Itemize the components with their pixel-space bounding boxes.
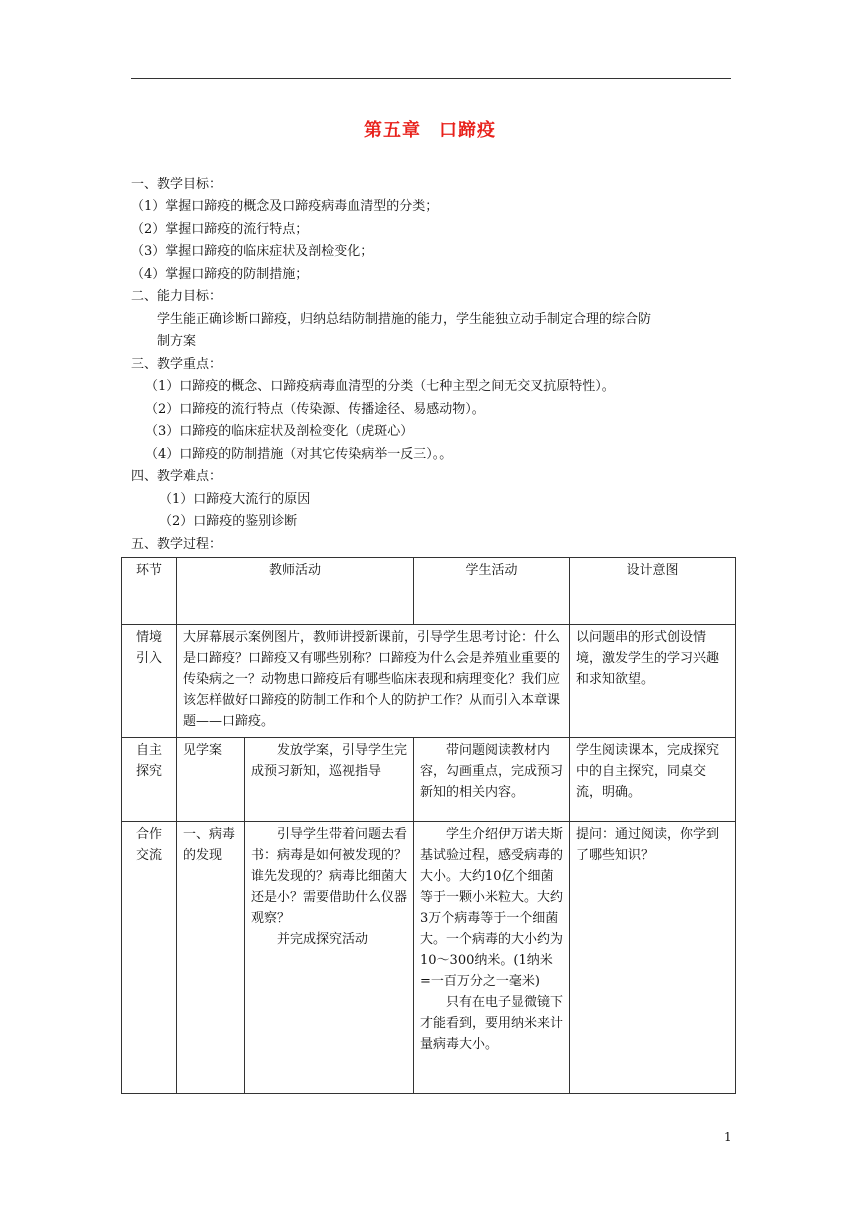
header-teacher: 教师活动 (177, 558, 414, 625)
lesson-process-table (121, 557, 736, 1094)
self-intent-cell: 学生阅读课本，完成探究中的自主探究，同桌交流，明确。 (570, 738, 736, 822)
key-heading: 三、教学重点： (131, 357, 223, 372)
page-number: 1 (724, 1130, 732, 1144)
stage-cell (122, 822, 177, 1094)
key-point: （2）口蹄疫的流行特点（传染源、传播途径、易感动物）。 (145, 402, 485, 417)
intro-intent-cell: 以问题串的形式创设情境，激发学生的学习兴趣和求知欲望。 (570, 625, 736, 738)
stage-label-line: 自主 (135, 743, 162, 758)
self-teacher-cell: 发放学案，引导学生完成预习新知，巡视指导 (245, 738, 414, 822)
self-student-cell: 带问题阅读教材内容，勾画重点，完成预习新知的相关内容。 (414, 738, 570, 822)
table-header-row (122, 558, 736, 625)
process-heading: 五、教学过程： (131, 537, 223, 552)
chapter-name: 口蹄疫 (439, 120, 496, 141)
stage-label-line: 引入 (135, 651, 162, 666)
coop-teacher-cell (245, 822, 414, 1094)
key-point: （4）口蹄疫的防制措施（对其它传染病举一反三）。。 (145, 447, 453, 462)
goal-item: （1）掌握口蹄疫的概念及口蹄疫病毒血清型的分类； (131, 199, 439, 214)
coop-sub-cell (177, 822, 245, 1094)
header-stage: 环节 (122, 558, 177, 625)
coop-student-cell (414, 822, 570, 1094)
coop-sub-line: 一、病毒 (183, 827, 236, 842)
key-point: （3）口蹄疫的临床症状及剖检变化（虎斑心） (145, 424, 414, 439)
difficult-heading: 四、教学难点： (131, 469, 223, 484)
stage-label-line: 交流 (135, 848, 162, 863)
goals-heading: 一、教学目标： (131, 177, 223, 192)
coop-student-paragraph: 只有在电子显微镜下才能看到，要用纳米来计量病毒大小。 (420, 995, 564, 1052)
stage-label-line: 合作 (135, 827, 162, 842)
ability-text: 制方案 (157, 334, 197, 349)
coop-student-paragraph: 学生介绍伊万诺夫斯基试验过程，感受病毒的大小。大约10亿个细菌等于一颗小米粒大。大约3万个病毒等于一个细菌大。一个病毒的大小约为10～300纳米。(1纳米=一百万分之一毫米) (420, 827, 564, 989)
stage-cell (122, 738, 177, 822)
difficult-point: （1）口蹄疫大流行的原因 (159, 492, 311, 507)
table-row-intro (122, 625, 736, 738)
stage-label-line: 探究 (135, 764, 162, 779)
stage-label-line: 情境 (135, 630, 162, 645)
header-intent: 设计意图 (570, 558, 736, 625)
header-student: 学生活动 (414, 558, 570, 625)
goal-item: （2）掌握口蹄疫的流行特点； (131, 222, 309, 237)
table-row-cooperation (122, 822, 736, 1094)
difficult-point: （2）口蹄疫的鉴别诊断 (159, 514, 298, 529)
ability-text: 学生能正确诊断口蹄疫，归纳总结防制措施的能力，学生能独立动手制定合理的综合防 (157, 312, 652, 327)
table-row-self-study (122, 738, 736, 822)
coop-teacher-paragraph: 并完成探究活动 (277, 932, 369, 947)
coop-intent-cell: 提问：通过阅读，你学到了哪些知识？ (570, 822, 736, 1094)
goal-item: （4）掌握口蹄疫的防制措施； (131, 267, 309, 282)
coop-teacher-paragraph: 引导学生带着问题去看书：病毒是如何被发现的？谁先发现的？病毒比细菌大还是小？需要借助什么仪器观察？ (251, 827, 408, 926)
ability-heading: 二、能力目标： (131, 289, 223, 304)
page-title (0, 116, 860, 142)
header-rule (131, 78, 731, 79)
goal-item: （3）掌握口蹄疫的临床症状及剖检变化； (131, 244, 374, 259)
chapter-number: 第五章 (364, 120, 421, 141)
intro-teacher-student-cell: 大屏幕展示案例图片，教师讲授新课前，引导学生思考讨论：什么是口蹄疫？口蹄疫又有哪些别称？口蹄疫为什么会是养殖业重要的传染病之一？动物患口蹄疫后有哪些临床表现和病理变化？我们应该怎样做好口蹄疫的防制工作和个人的防护工作？从而引入本章课题——口蹄疫。 (177, 625, 570, 738)
self-sub-cell: 见学案 (177, 738, 245, 822)
key-point: （1）口蹄疫的概念、口蹄疫病毒血清型的分类（七种主型之间无交叉抗原特性）。 (145, 379, 615, 394)
stage-cell (122, 625, 177, 738)
coop-sub-line: 的发现 (183, 848, 223, 863)
